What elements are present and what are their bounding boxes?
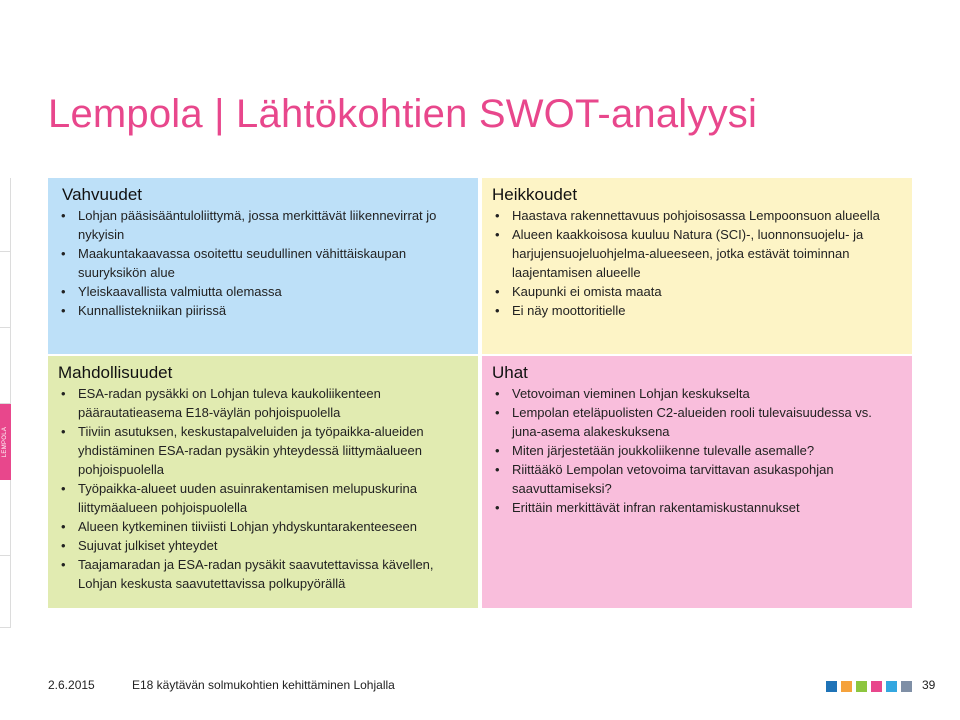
footer-presentation-title: E18 käytävän solmukohtien kehittäminen Lohjalla: [132, 678, 395, 692]
bullet-icon: •: [495, 386, 500, 401]
bullet-icon: •: [61, 246, 66, 261]
list-item: [492, 301, 902, 320]
color-swatch: [856, 681, 867, 692]
bullet-icon: •: [61, 424, 66, 439]
list-item: [492, 460, 902, 498]
list-item: [58, 301, 468, 320]
list-item: [58, 282, 468, 301]
bullet-icon: •: [495, 208, 500, 223]
color-swatch: [841, 681, 852, 692]
list-item-text: Kaupunki ei omista maata: [512, 284, 662, 299]
list-item: [58, 517, 468, 536]
color-swatch: [901, 681, 912, 692]
opportunities-box: [48, 356, 478, 608]
bullet-icon: •: [61, 557, 66, 572]
bullet-icon: •: [495, 284, 500, 299]
threats-heading: Uhat: [492, 363, 528, 382]
bullet-icon: •: [61, 284, 66, 299]
color-swatch: [826, 681, 837, 692]
list-item: [492, 225, 902, 282]
threats-list: [492, 384, 902, 517]
strengths-list: [58, 206, 468, 320]
list-item-text: Taajamaradan ja ESA-radan pysäkit saavutettavissa kävellen, Lohjan keskusta saavutettavissa polkupyörällä: [78, 557, 434, 591]
page-number: 39: [922, 678, 936, 692]
list-item-text: Maakuntakaavassa osoitettu seudullinen vähittäiskaupan suuryksikön alue: [78, 246, 407, 280]
bullet-icon: •: [495, 227, 500, 242]
list-item: [58, 244, 468, 282]
list-item: [58, 555, 468, 593]
opportunities-heading: Mahdollisuudet: [58, 363, 173, 382]
slide-title: Lempola | Lähtökohtien SWOT-analyysi: [48, 92, 758, 136]
footer-color-swatches: [826, 681, 912, 692]
list-item-text: Riittääkö Lempolan vetovoima tarvittavan asukaspohjan saavuttamiseksi?: [512, 462, 834, 496]
bullet-icon: •: [495, 462, 500, 477]
list-item-text: Alueen kytkeminen tiiviisti Lohjan yhdyskuntarakenteeseen: [78, 519, 417, 534]
bullet-icon: •: [61, 519, 66, 534]
list-item-text: Miten järjestetään joukkoliikenne tulevalle asemalle?: [512, 443, 815, 458]
list-item-text: ESA-radan pysäkki on Lohjan tuleva kaukoliikenteen päärautatieasema E18-väylän pohjoispuolella: [78, 386, 381, 420]
swot-grid: [48, 178, 912, 608]
bullet-icon: •: [495, 303, 500, 318]
list-item-text: Haastava rakennettavuus pohjoisosassa Lempoonsuon alueella: [512, 208, 880, 223]
weaknesses-heading: Heikkoudet: [492, 185, 578, 204]
bullet-icon: •: [61, 303, 66, 318]
color-swatch: [886, 681, 897, 692]
list-item-text: Ei näy moottoritielle: [512, 303, 626, 318]
threats-box: [482, 356, 912, 608]
list-item-text: Alueen kaakkoisosa kuuluu Natura (SCI)-, luonnonsuojelu- ja harjujensuojeluohjelma-alueeseen, jotka estävät toiminnan laajentamisen alueelle: [512, 227, 864, 280]
weaknesses-box: [482, 178, 912, 354]
list-item: [58, 422, 468, 479]
list-item-text: Sujuvat julkiset yhteydet: [78, 538, 218, 553]
footer-date: 2.6.2015: [48, 678, 95, 692]
bullet-icon: •: [495, 405, 500, 420]
list-item: [492, 384, 902, 403]
list-item-text: Työpaikka-alueet uuden asuinrakentamisen melupuskurina liittymäalueen pohjoispuolella: [78, 481, 417, 515]
list-item: [58, 384, 468, 422]
list-item: [492, 498, 902, 517]
side-tab[interactable]: [0, 480, 11, 556]
list-item: [492, 282, 902, 301]
bullet-icon: •: [495, 443, 500, 458]
list-item: [492, 441, 902, 460]
list-item: [58, 479, 468, 517]
bullet-icon: •: [61, 208, 66, 223]
list-item: [58, 206, 468, 244]
side-navigation-tabs: [0, 178, 12, 628]
side-tab[interactable]: [0, 178, 11, 252]
list-item: [58, 536, 468, 555]
strengths-box: [48, 178, 478, 354]
list-item-text: Yleiskaavallista valmiutta olemassa: [78, 284, 282, 299]
side-tab-active[interactable]: [0, 404, 11, 480]
list-item-text: Kunnallistekniikan piirissä: [78, 303, 227, 318]
side-tab-label: LEMPOLA: [2, 426, 8, 457]
bullet-icon: •: [61, 538, 66, 553]
list-item-text: Lempolan eteläpuolisten C2-alueiden rooli tulevaisuudessa vs. juna-asema alakeskuksena: [512, 405, 872, 439]
list-item-text: Tiiviin asutuksen, keskustapalveluiden ja työpaikka-alueiden yhdistäminen ESA-radan pysäkin yhteydessä liittymäalueen pohjoispuolella: [78, 424, 424, 477]
opportunities-list: [58, 384, 468, 593]
list-item-text: Erittäin merkittävät infran rakentamiskustannukset: [512, 500, 800, 515]
side-tab[interactable]: [0, 328, 11, 404]
side-tab[interactable]: [0, 252, 11, 328]
bullet-icon: •: [61, 481, 66, 496]
list-item-text: Vetovoiman vieminen Lohjan keskukselta: [512, 386, 750, 401]
side-tab[interactable]: [0, 556, 11, 628]
list-item: [492, 403, 902, 441]
weaknesses-list: [492, 206, 902, 320]
list-item: [492, 206, 902, 225]
strengths-heading: Vahvuudet: [62, 185, 143, 204]
list-item-text: Lohjan pääsisääntuloliittymä, jossa merkittävät liikennevirrat jo nykyisin: [78, 208, 437, 242]
bullet-icon: •: [61, 386, 66, 401]
bullet-icon: •: [495, 500, 500, 515]
color-swatch: [871, 681, 882, 692]
